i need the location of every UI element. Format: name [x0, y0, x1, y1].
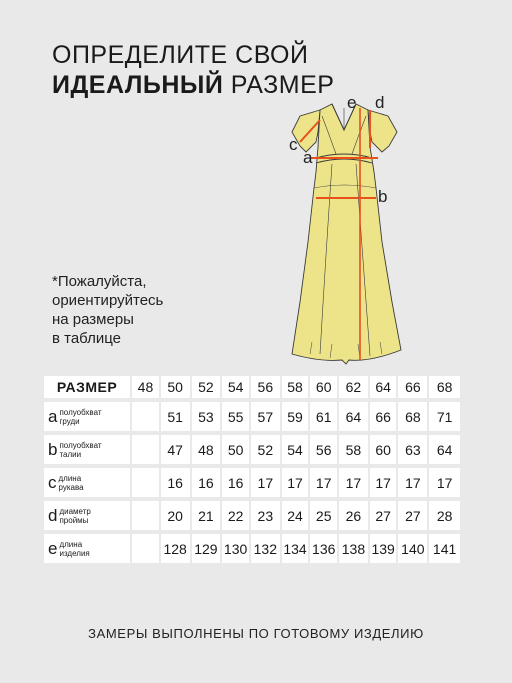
row-description [59, 441, 101, 459]
table-cell: 20 [161, 501, 192, 530]
table-cell: 17 [251, 468, 282, 497]
table-cell: 53 [192, 402, 223, 431]
table-cell [132, 534, 161, 563]
table-cell: 26 [339, 501, 370, 530]
table-cell: 63 [398, 435, 429, 464]
row-description-line: проймы [59, 515, 89, 525]
table-row [44, 468, 460, 497]
size-note [52, 272, 163, 348]
row-description [59, 408, 101, 426]
table-cell: 23 [251, 501, 282, 530]
size-header-cell: 64 [370, 376, 399, 398]
table-cell: 50 [222, 435, 251, 464]
label-b: b [378, 187, 388, 206]
title-bold-word: ИДЕАЛЬНЫЙ [52, 71, 224, 99]
size-header-cell: 54 [222, 376, 251, 398]
table-cell: 47 [161, 435, 192, 464]
table-cell [132, 435, 161, 464]
table-cell: 48 [192, 435, 223, 464]
row-description [59, 507, 90, 525]
note-line: на размеры [52, 311, 134, 328]
row-description-line: длина [59, 539, 83, 549]
row-description-line: талии [59, 449, 82, 459]
row-label [44, 402, 132, 431]
table-cell: 140 [398, 534, 429, 563]
row-description-line: диаметр [59, 506, 91, 516]
title-line-1: ОПРЕДЕЛИТЕ СВОЙ [52, 41, 309, 69]
table-row [44, 534, 460, 563]
title-rest: РАЗМЕР [223, 71, 335, 99]
note-line: *Пожалуйста, [52, 273, 147, 290]
table-cell: 21 [192, 501, 223, 530]
table-cell: 129 [192, 534, 223, 563]
size-header-label: РАЗМЕР [44, 376, 132, 398]
table-header-row [44, 376, 460, 398]
table-cell: 134 [282, 534, 311, 563]
table-cell: 55 [222, 402, 251, 431]
table-cell [132, 402, 161, 431]
size-header-cell: 52 [192, 376, 223, 398]
size-header-cell: 50 [161, 376, 192, 398]
row-label [44, 534, 132, 563]
dress-diagram [270, 92, 410, 367]
table-cell: 17 [429, 468, 460, 497]
table-cell: 64 [339, 402, 370, 431]
row-letter: a [48, 406, 58, 426]
row-letter: d [48, 505, 58, 525]
row-letter: e [48, 538, 58, 558]
table-cell: 54 [282, 435, 311, 464]
table-cell: 17 [339, 468, 370, 497]
row-letter: c [48, 472, 57, 492]
table-cell: 132 [251, 534, 282, 563]
size-header-cell: 60 [310, 376, 339, 398]
table-row [44, 402, 460, 431]
table-cell: 17 [310, 468, 339, 497]
table-cell: 51 [161, 402, 192, 431]
table-cell [132, 501, 161, 530]
table-cell: 16 [222, 468, 251, 497]
size-table [44, 372, 460, 567]
table-cell: 61 [310, 402, 339, 431]
size-header-cell: 56 [251, 376, 282, 398]
size-header-cell: 58 [282, 376, 311, 398]
table-cell: 17 [282, 468, 311, 497]
table-cell: 56 [310, 435, 339, 464]
table-cell: 28 [429, 501, 460, 530]
table-cell: 25 [310, 501, 339, 530]
table-cell: 59 [282, 402, 311, 431]
row-label [44, 501, 132, 530]
table-cell: 52 [251, 435, 282, 464]
table-cell: 68 [398, 402, 429, 431]
table-cell: 141 [429, 534, 460, 563]
size-header-cell: 62 [339, 376, 370, 398]
size-header-cell: 66 [398, 376, 429, 398]
table-cell: 16 [192, 468, 223, 497]
row-letter: b [48, 439, 58, 459]
label-c: c [289, 135, 298, 154]
table-cell: 24 [282, 501, 311, 530]
size-header-cell: 48 [132, 376, 161, 398]
table-cell: 130 [222, 534, 251, 563]
note-line: в таблице [52, 330, 121, 347]
table-cell: 136 [310, 534, 339, 563]
table-cell: 128 [161, 534, 192, 563]
note-line: ориентируйтесь [52, 292, 164, 309]
table-row [44, 435, 460, 464]
table-cell: 58 [339, 435, 370, 464]
table-cell: 64 [429, 435, 460, 464]
table-cell [132, 468, 161, 497]
row-label [44, 468, 132, 497]
page-title [52, 40, 334, 100]
table-cell: 27 [398, 501, 429, 530]
row-description-line: изделия [59, 548, 90, 558]
label-d: d [375, 93, 385, 112]
label-a: a [303, 148, 313, 167]
row-description-line: полуобхват [59, 440, 102, 450]
row-description-line: полуобхват [59, 407, 102, 417]
table-cell: 60 [370, 435, 399, 464]
table-cell: 138 [339, 534, 370, 563]
row-description [59, 474, 84, 492]
dress-illustration [270, 92, 410, 367]
table-cell: 57 [251, 402, 282, 431]
table-cell: 71 [429, 402, 460, 431]
row-label [44, 435, 132, 464]
table-row [44, 501, 460, 530]
row-description-line: рукава [58, 482, 84, 492]
label-e: e [347, 93, 357, 112]
table-cell: 16 [161, 468, 192, 497]
table-cell: 17 [370, 468, 399, 497]
table-cell: 17 [398, 468, 429, 497]
row-description-line: груди [59, 416, 80, 426]
table-cell: 22 [222, 501, 251, 530]
table-cell: 139 [370, 534, 399, 563]
table-cell: 66 [370, 402, 399, 431]
footer-note: ЗАМЕРЫ ВЫПОЛНЕНЫ ПО ГОТОВОМУ ИЗДЕЛИЮ [88, 626, 424, 641]
table-cell: 27 [370, 501, 399, 530]
row-description [59, 540, 89, 558]
size-header-cell: 68 [429, 376, 460, 398]
row-description-line: длина [58, 473, 82, 483]
